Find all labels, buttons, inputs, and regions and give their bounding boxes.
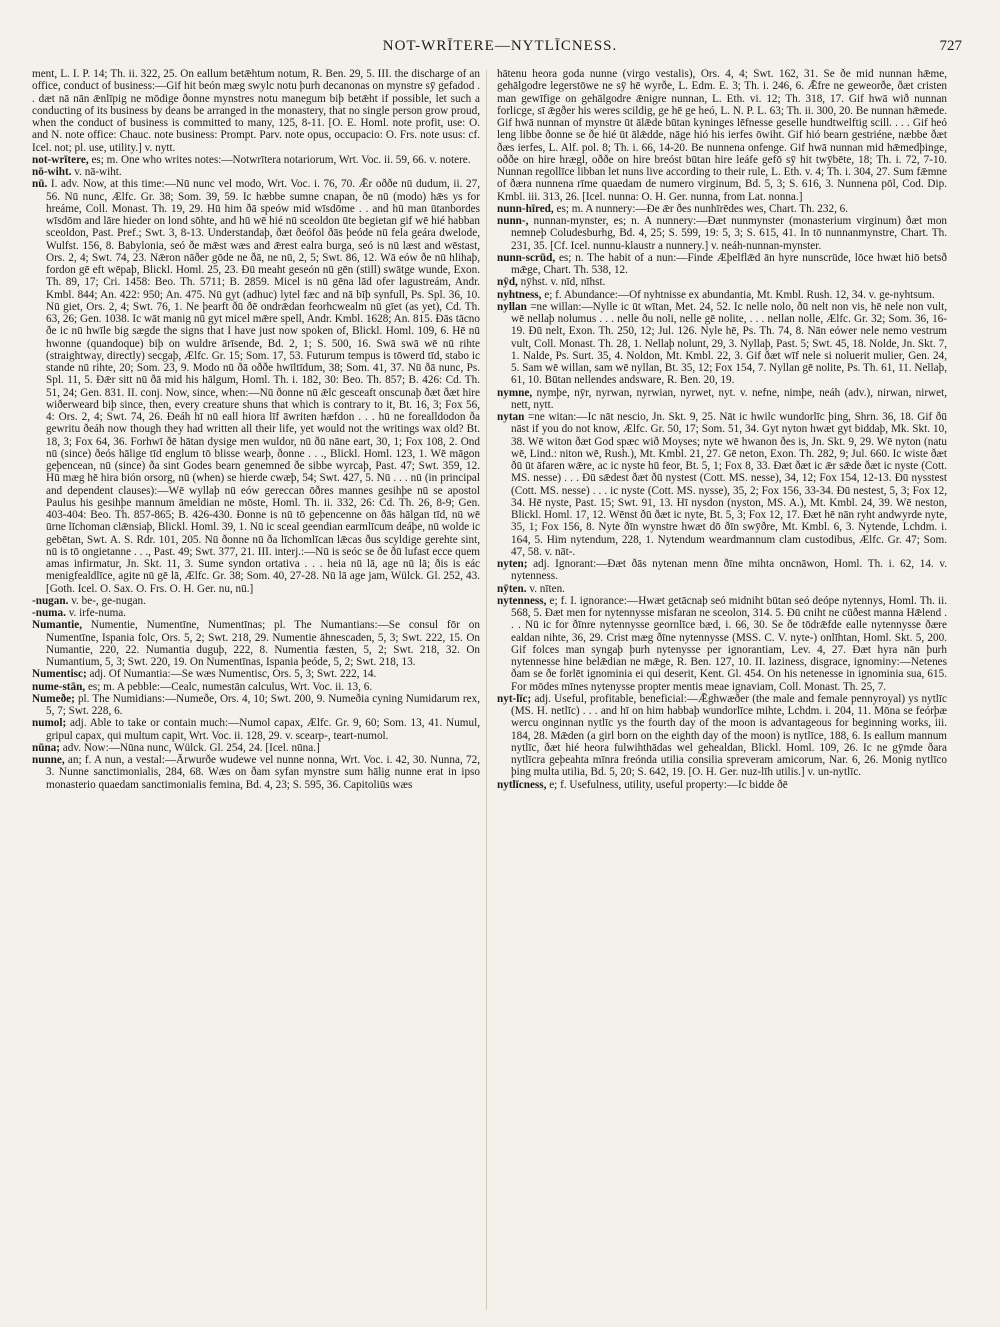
entry-definition: =ne witan:—Ic nāt nescio, Jn. Skt. 9, 25. Nāt ic hwilc wundorlīc þing, Shrn. 36, 18. Gif ðū nāst if you do not know, Ælfc. Gr. 50, 17; Som. 51, 34. Gyt nyton hwæt gyt biddaþ, Mk. Skt. 10, 38. Wē witon ðæt God spæc wið Moyses; nyte wē hwanon ðes is, Jn. Skt. 9, 29. Wē nyton (natu wē, Lind.: niton wē, Rush.), Mt. Kmbl. 21, 27. Gē neton, Exon. Th. 282, 9; Jul. 660. Ic wiste ðæt ðū ūt āfaren wǣre, ac ic nyste hū feor, Bt. 5, 1; Fox 8, 33. Ðæt ðæt ic ǣr sǣde ðæt ic nyste (Cott. MS. nesse) . . . Ðū sǣdest ðæt ðū nystest (Cott. MS. nesse), 34, 12; Fox 154, 12-13. Ðū nysstest (Cott. MS. nesse) . . . ic nyste (Cott. MS. nysse), 35, 2; Fox 156, 33-34. Ðū nestest, 5, 3; Fox 12, 34. Hē nyste, Past. 15; Swt. 91, 13. Hī nysdon (nyston, MS. A.), Mt. Kmbl. 24, 39. Wē neston, Blickl. Homl. 17, 12. Wēnst ðū ðæt ic nyte, Bt. 5, 3; Fox 12, 17. Ðæt hē nān ryht andwyrde nyte, 35, 1; Fox 156, 8. Nyte ðīn wynstre hwæt dō ðīn swȳðre, Mt. Kmbl. 6, 3. Nytende, Lchdm. i. 164, 5. Him nytendum, 228, 1. Nytendum weardmannum clam custodibus, Ælfc. Gr. 47; Som. 47, 58. v. nāt-. (511, 411, 947, 558)
entry-headword: nȳten. (497, 582, 527, 595)
dictionary-entry (497, 558, 947, 583)
entry-definition: hātenu heora goda nunne (virgo vestalis), Ors. 4, 4; Swt. 162, 31. Se ðe mid nunnan hǣme, gehālgodre legerstōwe ne sȳ hē wyrðe, L. Edm. E. 3; Th. i. 246, 6. Ǣfre ne geweorðe, ðæt cristen man gewīfige on gehālgodre ǣnigre nunnan, L. Eth. vi. 12; Th. 318, 17. Gif hwā wið nunnan forlicge, sī ǣgðer his weres scildig, ge hē ge heó, L. N. P. L. 63; Th. ii. 300, 20. Be nunnan hǣmede. Gif hwā nunnan of mynstre ūt ālǣde būtan kyninges lēfnesse geselle hundtwelftig scill. . . . Gif heó leng libbe ðonne se ðe hié ūt ālǣdde, nāge hió his ierfes ōwiht. Gif hió bearn gestriéne, næbbe ðæt ðæs ierfes, L. Alf. pol. 8; Th. i. 66, 14-20. Be nunnena onfenge. Gif hwā nunnan mid hǣmedþinge, oððe on hire hrægl, oððe on hire breóst būtan hire leáfe gefō sȳ hit twȳbēte, 18; Th. i. 72, 7-10. Nunnan regollīce libban let nuns live according to their rule, L. Eth. v. 4; Th. i. 304, 27. Sum fǣmne of ðæra nunnena rīme quaedam de numero virginum, Bd. 5, 3; S. 616, 3. Nunnena pōl, Cod. Dip. Kmbl. iii. 313, 26. [Icel. nunna: O. H. Ger. nunna, from Lat. nonna.] (497, 68, 947, 203)
dictionary-entry (497, 411, 947, 558)
entry-headword: nytenness, (497, 594, 547, 607)
entry-headword: nō-wiht. (32, 166, 72, 178)
entry-headword: -numa. (32, 607, 66, 619)
dictionary-entry (32, 619, 480, 668)
dictionary-entry (32, 742, 480, 754)
entry-headword: not-wrītere, (32, 153, 89, 166)
entry-definition: e; f. I. ignorance:—Hwæt getācnaþ seó midniht būtan seó deópe nytennys, Homl. Th. ii. 568, 5. Ðæt men for nytennysse misfaran ne sceolon, 314. 5. Ðū cniht ne cūðest manna Hǣlend . . . Nū ic for ðīnre nytennysse geornlīce bæd, i. 66, 30. Se ðe tōdrǣfde ealle nytennysse ðære ealdan nihte, 36, 29. Crist mæg ðīne nytennysse (MSS. C. V. nyte-) onlīhtan, Homl. Skt. 5, 200. Gif folces man syngaþ þurh nytenysse per ignorantiam, Lev. 4, 27. Ðæt hyra nān þurh nytennesse hine belǣdian ne mǣge, R. Ben. 127, 10. II. laziness, disgrace, ignominy:—Netenes ðam se ðe forlēt ignominia ei qui deserit, Kent. Gl. 454. On his netenesse in ignominia sua, 615. For mōdes mīnes nytenysse propter mentis meae ignaviam, Coll. Monast. Th. 25, 7. (511, 594, 947, 693)
dictionary-entry (32, 154, 480, 166)
entry-headword: nȳd, (497, 276, 518, 289)
entry-definition: e; f. Abundance:—Of nyhtnisse ex abundantia, Mt. Kmbl. Rush. 12, 34. v. ge-nyhtsum. (544, 288, 935, 301)
entry-headword: nytlīcness, (497, 778, 547, 791)
dictionary-entry (497, 583, 947, 595)
entry-headword: Numeðe; (32, 692, 75, 705)
entry-definition: Numentie, Numentīne, Numentīnas; pl. The Numantians:—Se consul fōr on Numentīne, Ispania folc, Ors. 5, 2; Swt. 218, 29. Numentie āhnescaden, 5, 3; Swt. 222, 15. On Numantie, 220, 22. Numantia duguþ, 222, 8. Numentia fæsten, 5, 2; Swt. 218, 32. On Numantium, 5, 3; Swt. 220, 19. On Numentīnas, Ispania þeóde, 5, 2; Swt. 218, 13. (46, 619, 480, 668)
entry-definition: nunnan-mynster, es; n. A nunnery:—Ðæt nunmynster (monasterium virginum) ðæt mon nemneþ Coludesburhg, Bd. 4, 25; S. 599, 19: 5, 3; S. 615, 41. In tō nunnanmynstre, Chart. Th. 231, 35. [Cf. Icel. nunnu-klaustr a nunnery.] v. neáh-nunnan-mynster. (511, 215, 947, 252)
entry-definition: es; n. The habit of a nun:—Finde Æþelflǣd ān hyre nunscrūde, lōce hwæt hiō betsð mǣge, Chart. Th. 538, 12. (511, 251, 947, 276)
entry-headword: nunn-scrūd, (497, 251, 556, 264)
dictionary-entry (497, 203, 947, 215)
entry-definition: adj. Useful, profitable, beneficial:—Ǣghwæðer (the male and female pennyroyal) ys nytlīc (MS. H. netlīc) . . . and hī on him habbaþ wundorlīce mihte, Lchdm. i. 204, 11. Mōna se feórþæ wercu onginnan nytlīc ys the fourth day of the moon is advantageous for beginning works, iii. 184, 28. Mǣden (a girl born on the eighth day of the moon) is nytlīce, 188, 6. Is eallum mannum nytlīc, ðæt hié heora fulwihthādas wel gehealdan, Blickl. Homl. 109, 26. Ic ne gȳmde ðara nytlīcra geþeahta mīnra freónda utilia consilia spreveram amicorum, Nar. 6, 26. Monig nytlīco þing multa utilia, Bd. 5, 20; S. 642, 19. [O. H. Ger. nuz-līh utilis.] v. un-nytlīc. (511, 692, 947, 779)
entry-definition: adj. Of Numantia:—Se wæs Numentisc, Ors. 5, 3; Swt. 222, 14. (89, 668, 377, 681)
entry-headword: nunn-, (497, 215, 529, 227)
left-column (32, 68, 480, 1316)
entry-definition: nȳhst. v. nīd, nīhst. (520, 276, 606, 289)
entry-definition: adj. Ignorant:—Ðæt ðās nytenan menn ðīne mihta oncnāwon, Homl. Th. i. 62, 14. v. nytenness. (511, 558, 947, 583)
page-number: 727 (939, 38, 962, 54)
dictionary-entry (32, 595, 480, 607)
dictionary-entry (32, 166, 480, 178)
entry-headword: nume-stān, (32, 680, 86, 693)
entry-headword: nyllan (497, 300, 527, 313)
entry-headword: nunne, (32, 754, 65, 766)
column-divider (486, 70, 487, 1310)
entry-definition: es; m. One who writes notes:—Notwrītera notariorum, Wrt. Voc. ii. 59, 66. v. notere. (91, 153, 471, 166)
dictionary-entry (32, 668, 480, 680)
entry-headword: nyhtness, (497, 288, 542, 301)
entry-headword: nunn-hīred, (497, 202, 554, 215)
entry-definition: I. adv. Now, at this time:—Nū nunc vel modo, Wrt. Voc. i. 76, 70. Ǣr oððe nū dudum, ii. 27, 56. Nū nunc, Ælfc. Gr. 38; Som. 39, 59. Ic hæbbe sumne cnapan, ðe nū (modo) hǣs ys for hreáme, Coll. Monast. Th. 19, 29. Hū him ðā speów mid wīsdōme . . and hū man ūtanbordes wīsdōm and lāre hieder on lond sōhte, and hū wē hié nū sceoldon ūte begietan gif wē hié habban sceoldon, Past. Pref.; Swt. 3, 8-13. Understandaþ, ðæt ðeófol ðās þeóde nū fela geára dwelode, Wulfst. 156, 8. Babylonia, seó ðe mǣst wæs and ǣrest ealra burga, seó is nū læst and wēstast, Ors. 2, 4; Swt. 74, 23. Nǣron nāðer gōde ne ðā, ne nū, 2, 5; Swt. 86, 12. Wā eów ðe nū hlihaþ, fordon gē eft wēpaþ, Blickl. Homl. 25, 23. Ðū meaht geseón nū gēn (still) swātge wunde, Exon. Th. 89, 17; Cri. 1458: Beo. Th. 5711; B. 2859. Micel is nū gēna lād ofer lagustreám, Andr. Kmbl. 844; An. 422: 950; An. 475. Nū gyt (adhuc) lytel fæc and nā bīþ synfull, Ps. Spl. 36, 10. Nū giet, Ors. 2, 4; Swt. 76, 1. Ne þearft ðū ðē ondrǣdan feorhcwealm nū gīet (as yet), Cd. Th. 63, 26; Gen. 1038. Ic wāt manig nū gyt micel mǣre spell, Andr. Kmbl. 1628; An. 815. Ðās tācno ðe ic nū hwīle big sægde the signs that I have just now spoken of, Blickl. Homl. 109, 6. Hē nū hwonne (quandoque) biþ on wuldre ārīsende, Bd. 2, 1; S. 500, 16. Swā swā wē nū rihte (straightway, directly) secgaþ, Ælfc. Gr. 15; Som. 17, 53. Futurum tempus is tōwerd tīd, stabo ic stande nū rihte, 20; Som. 23, 9. Modo nū ðā oððe hwīltīdum, 38; Som. 41, 37. Nū ðā nunc, Ps. Spl. 11, 5. Ðǣr sitt nū ðā mid his hālgum, Homl. Th. i. 182, 30: Beo. Th. 857; B. 426: Cd. Th. 51, 24; Gen. 831. II. conj. Now, since, when:—Nū ðonne nū ǣlc gesceaft onscunaþ ðæt ðæt hire wiðerweard biþ since, then, every creature shuns that which is contrary to it, Bt. 16, 3; Fox 56, 4: Ors. 2, 4; Swt. 74, 26. Ðeáh hī nū eall hiora līf āwriten hæfdon . . . hū ne forealldodon ða gewritu ðeáh now though they had written all their life, yet would not the writings wax old? Bt. 18, 3; Fox 64, 36. Forhwī ðē hātan dysige men wuldor, nū ðū nāne eart, 30, 1; Fox 108, 2. Ond nū (since) ðeós hālige tīd englum tō blisse wearþ, ðonne . . ., Blickl. Homl. 123, 1. Wē māgon geþencean, nū (since) ða sint Godes bearn genemned ðe sibbe wyrcaþ, Past. 47; Swt. 359, 12. Hū mæg hē hira bión orsorg, nū (when) se hierde cwæþ, 54; Swt. 427, 5. Nū . . . nū (in principal and dependent clauses):—Wē wyllaþ nū eów gereccan ōðres mannes gesihþe nū se apostol Paulus his gesihþe mannum āmeldian ne mōste, Homl. Th. ii. 332, 26: Cd. Th. 26, 8-9; Gen. 403-404: Beo. Th. 857-865; B. 426-430. Ðonne is nū tō geþencenne on ðās hālgan tīd, nū wē ūrne līchoman clǣnsiaþ, Blickl. Homl. 39, 1. Nū ic sceal geendian earmlīcum deáþe, nū wolde ic gebētan, Swt. A. S. Rdr. 101, 205. Nū ðonne nū ða līchomlīcan lǣcas ðus scyldige gerehte sint, nū is tō ongietanne . . ., Past. 49; Swt. 377, 21. III. interj.:—Nū is seóc se ðe ðū lufast ecce quem amas infirmatur, Jn. Skt. 11, 3. Sume syndon ortativa . . . heia nū lā, age nū lā; ðis is eác menigfealdlīce, agite nū gē lā, Ælfc. Gr. 38; Som. 40, 27-28. Nū lā age jam, Wülck. Gl. 252, 43. [Goth. Icel. O. Sax. O. Frs. O. H. Ger. nu, nū.] (46, 178, 480, 595)
dictionary-entry (32, 754, 480, 791)
entry-definition: v. nā-wiht. (74, 166, 122, 178)
dictionary-entry (497, 252, 947, 277)
running-title: NOT-WRĪTERE—NYTLĪCNESS. (382, 38, 618, 54)
page-header (0, 38, 1000, 62)
entry-headword: -nugan. (32, 594, 69, 607)
entry-definition: nymþe, nȳr, nyrwan, nyrwian, nyrwet, nyt. v. nefne, nimþe, neáh (adv.), nirwan, nirwet, nett, nytt. (511, 386, 947, 411)
entry-definition: pl. The Numidians:—Numeðe, Ors. 4, 10; Swt. 200, 9. Numeðia cyning Numidarum rex, 5, 7; Swt. 228, 6. (46, 692, 480, 717)
entry-headword: nūna; (32, 741, 60, 754)
dictionary-entry (497, 301, 947, 387)
entry-definition: v. irfe-numa. (68, 607, 127, 619)
entry-definition: e; f. Usefulness, utility, useful property:—Ic bidde ðē (549, 778, 788, 791)
entry-headword: nyt-līc; (497, 692, 532, 705)
entry-definition: v. be-, ge-nugan. (71, 594, 146, 607)
entry-headword: nymne, (497, 386, 533, 399)
entry-headword: Numentisc; (32, 668, 87, 681)
dictionary-entry (32, 681, 480, 693)
entry-definition: adj. Able to take or contain much:—Numol capax, Ælfc. Gr. 9, 60; Som. 13, 41. Numul, gripul capax, qui multum capit, Wrt. Voc. ii. 128, 29. v. scearp-, teart-numol. (46, 717, 480, 742)
entry-definition: =ne willan:—Nylle ic ūt wītan, Met. 24, 52. Ic nelle nolo, ðū nelt non vis, hē nele non vult, wē nellaþ nolumus . . . nelle ðu noli, nelle gē nolite, . . . nellan nolle, Ælfc. Gr. 32; Som. 36, 16-19. Ðū nelt, Exon. Th. 250, 12; Jul. 126. Nyle hē, Ps. Th. 74, 8. Nān eówer nele nemo vestrum vult, Coll. Monast. Th. 28, 1. Nellaþ nolunt, 29, 3. Nyllaþ, Past. 5; Swt. 45, 18. Nolde, Jn. Skt. 7, 1. Nalde, Ps. Surt. 35, 4. Noldon, Mt. Kmbl. 22, 3. Gif ðæt wīf nele si noluerit mulier, Gen. 24, 5. Sam wē willan, sam wē nyllan, Bt. 35, 12; Fox 154, 7. Nyllan gē nolite, Ps. Th. 61, 11. Nellaþ, 61, 10. Būtan nellendes andsware, R. Ben. 20, 19. (511, 300, 947, 387)
dictionary-entry (497, 595, 947, 693)
entry-headword: Numantie, (32, 619, 83, 632)
entry-definition: v. nīten. (529, 582, 565, 595)
entry-definition: adv. Now:—Nūna nunc, Wülck. Gl. 254, 24. [Icel. nūna.] (62, 741, 320, 754)
right-column (497, 68, 947, 1316)
dictionary-entry (32, 693, 480, 718)
dictionary-entry (32, 178, 480, 595)
continued-entry (497, 68, 947, 203)
entry-headword: nytan (497, 411, 525, 423)
dictionary-entry (32, 607, 480, 619)
entry-definition: es; m. A pebble:—Cealc, numestān calculus, Wrt. Voc. ii. 13, 6. (87, 680, 373, 693)
continued-entry (32, 68, 480, 154)
dictionary-entry (497, 289, 947, 301)
dictionary-entry (497, 693, 947, 779)
entry-headword: numol; (32, 717, 67, 730)
dictionary-entry (497, 276, 947, 288)
entry-definition: es; m. A nunnery:—Ðe ǣr ðes nunhīrēdes wes, Chart. Th. 232, 6. (556, 202, 849, 215)
dictionary-entry (32, 717, 480, 742)
entry-headword: nyten; (497, 558, 528, 570)
entry-headword: nū. (32, 178, 48, 191)
entry-definition: ment, L. I. P. 14; Th. ii. 322, 25. On eallum betǣhtum notum, R. Ben. 29, 5. III. the discharge of an office, conduct of business:—Gif hit beón mæg swylc notu þurh decanonas on mynstre sȳ gefadod . . dæt nā nān ǣnlīpig ne mōdige ðonne mynstres notu manegum biþ betǣht if possible, let such a conducting of its business by deans be arranged in the monastery, that no single person grow proud, when the conduct of business is committed to many, 125, 8-11. [O. E. Homl. note profit, use: O. and N. note office: Chauc. note business: Prompt. Parv. note opus, occupacio: O. Frs. note usus: cf. Icel. not; pl. use, utility.] v. nytt. (32, 68, 480, 154)
dictionary-entry (497, 387, 947, 412)
entry-definition: an; f. A nun, a vestal:—Ārwurðe wudewe vel nunne nonna, Wrt. Voc. i. 42, 30. Nunna, 72, 3. Nunne sanctimonialis, 284, 68. Wæs on ðam syfan mynstre sum hālig nunne erat in ipso monasterio quaedam sanctimonialis femina, Bd. 4, 23; S. 595, 36. Capitoliūs wæs (46, 754, 480, 791)
dictionary-entry (497, 779, 947, 791)
dictionary-entry (497, 215, 947, 252)
